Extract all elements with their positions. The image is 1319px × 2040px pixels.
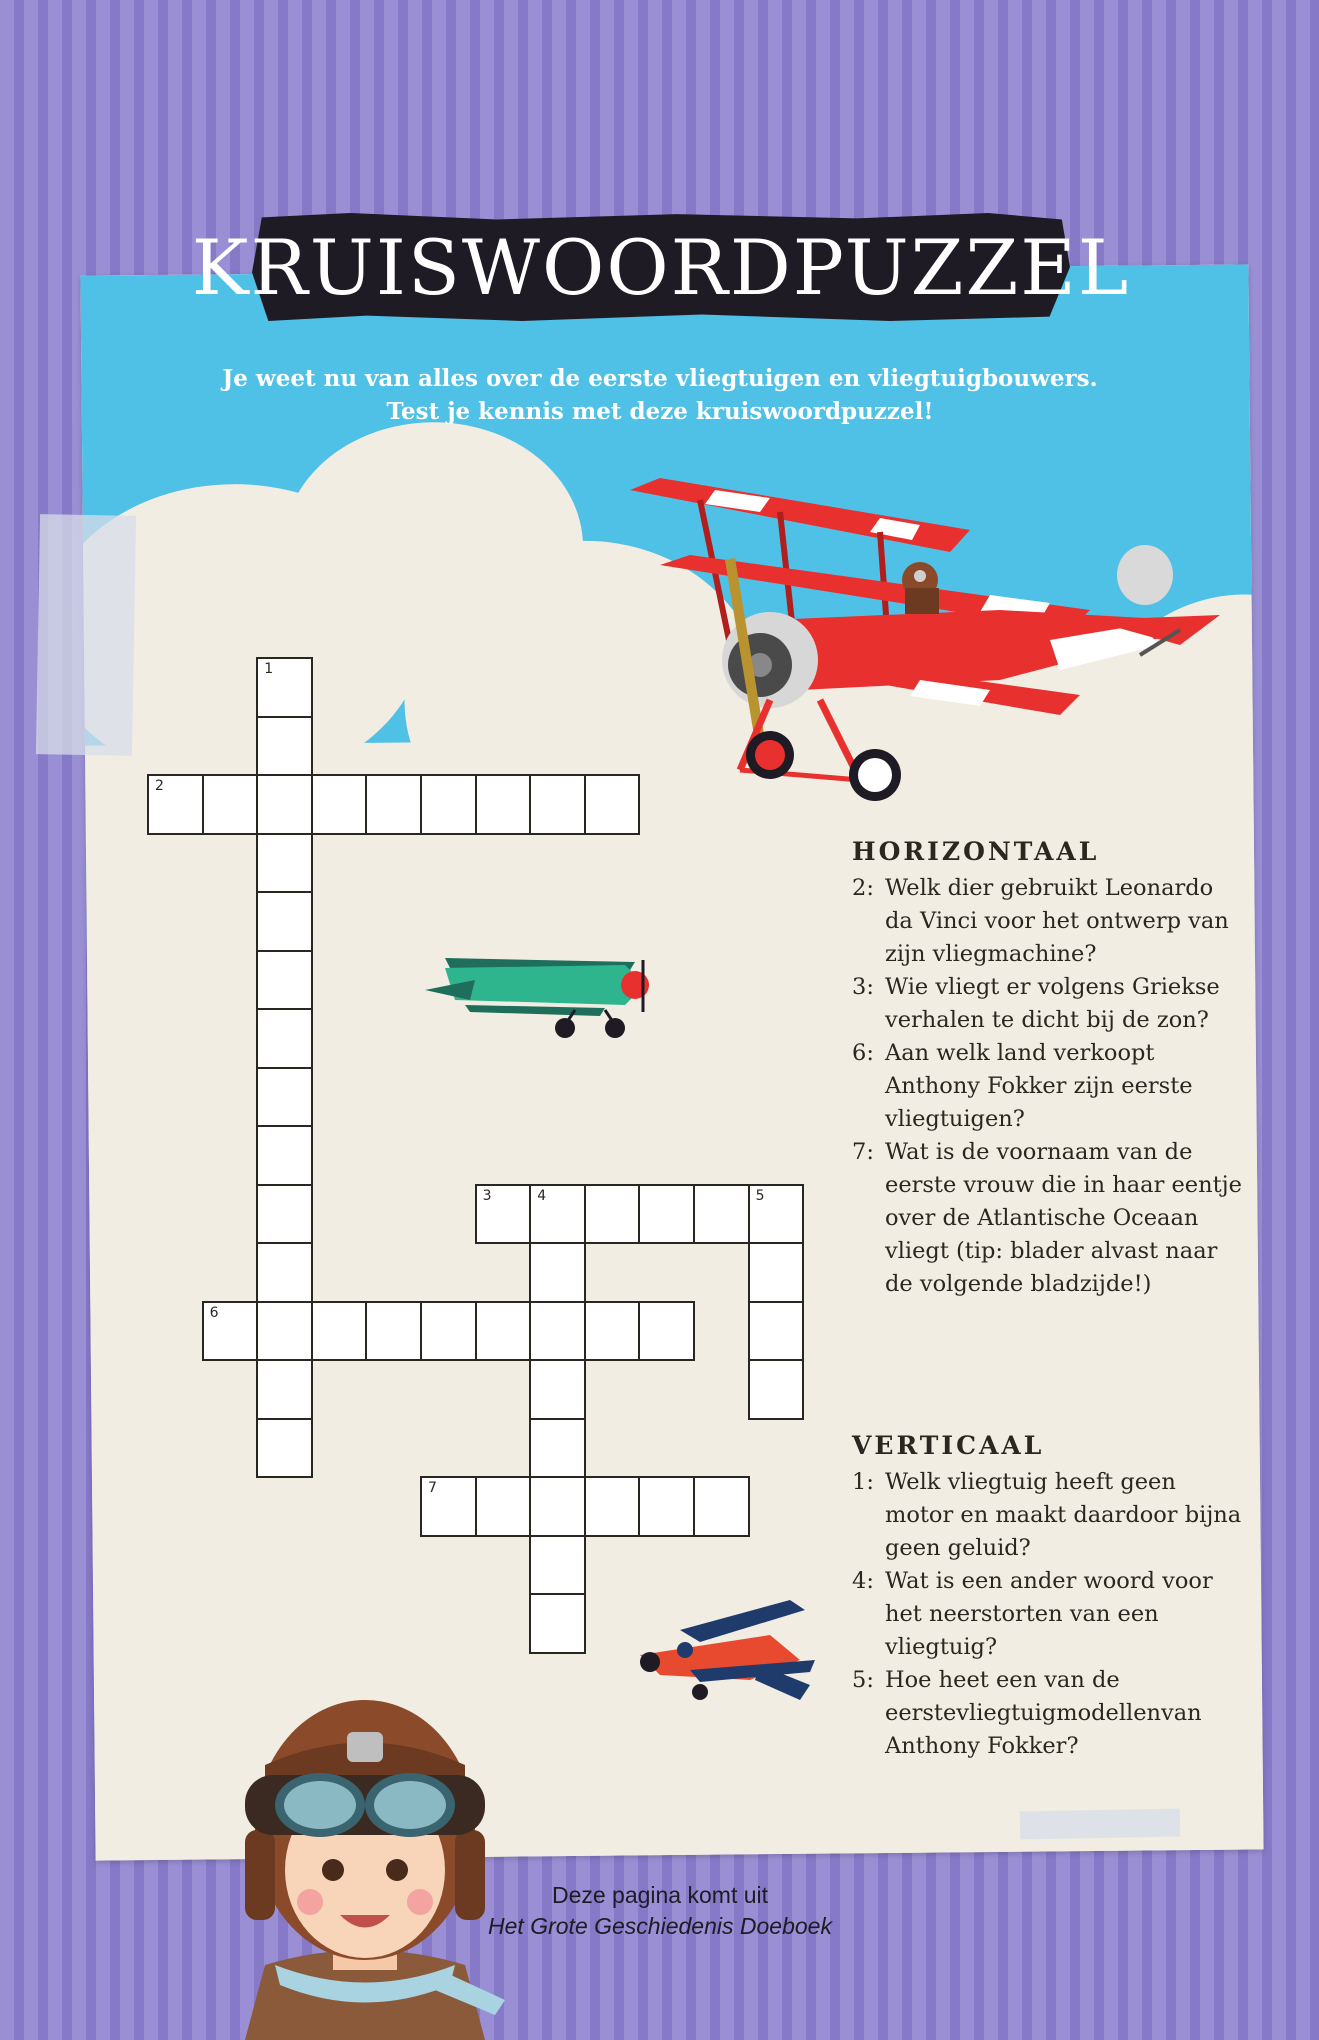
crossword-cell[interactable] xyxy=(256,1242,313,1303)
crossword-cell[interactable] xyxy=(475,1184,532,1245)
horizontal-heading: HORIZONTAAL xyxy=(852,837,1100,866)
crossword-cell[interactable] xyxy=(256,833,313,894)
vertical-heading: VERTICAAL xyxy=(852,1431,1045,1460)
clue-number: 3: xyxy=(852,974,874,1000)
crossword-cell[interactable] xyxy=(256,1008,313,1069)
clue-number: 6: xyxy=(852,1040,874,1066)
crossword-cell[interactable] xyxy=(693,1476,750,1537)
crossword-cell[interactable] xyxy=(256,1067,313,1128)
crossword-cell[interactable] xyxy=(256,891,313,952)
cell-number: 7 xyxy=(428,1480,437,1496)
intro-line-1: Je weet nu van alles over de eerste vliegtuigen en vliegtuigbouwers. xyxy=(222,365,1098,392)
clue-text: Hoe heet een van de eerstevliegtuigmodellenvan Anthony Fokker? xyxy=(885,1667,1202,1759)
crossword-cell[interactable] xyxy=(256,774,313,835)
crossword-cell[interactable] xyxy=(365,774,422,835)
crossword-cell[interactable] xyxy=(529,1184,586,1245)
crossword-cell[interactable] xyxy=(256,950,313,1011)
clue-5 xyxy=(852,1664,1242,1763)
crossword-cell[interactable] xyxy=(420,1476,477,1537)
crossword-cell[interactable] xyxy=(256,1418,313,1479)
clue-number: 7: xyxy=(852,1139,874,1165)
clue-3 xyxy=(852,971,1242,1037)
crossword-cell[interactable] xyxy=(365,1301,422,1362)
crossword-cell[interactable] xyxy=(475,774,532,835)
crossword-cell[interactable] xyxy=(475,1301,532,1362)
clue-4 xyxy=(852,1565,1242,1664)
clue-number: 1: xyxy=(852,1469,874,1495)
tape-strip xyxy=(36,514,136,756)
clue-text: Welk dier gebruikt Leonardo da Vinci voor het ontwerp van zijn vliegmachine? xyxy=(885,875,1229,967)
crossword-cell[interactable] xyxy=(529,1535,586,1596)
crossword-cell[interactable] xyxy=(147,774,204,835)
vertical-clues xyxy=(852,1431,1242,1763)
crossword-cell[interactable] xyxy=(529,1242,586,1303)
clue-7 xyxy=(852,1136,1242,1301)
crossword-cell[interactable] xyxy=(748,1184,805,1245)
tape-strip xyxy=(1020,1809,1180,1840)
footer-line: Deze pagina komt uit xyxy=(551,1882,769,1908)
crossword-cell[interactable] xyxy=(529,1359,586,1420)
green-biplane-illustration xyxy=(425,950,665,1040)
clue-text: Wie vliegt er volgens Griekse verhalen te dicht bij de zon? xyxy=(885,974,1220,1033)
crossword-cell[interactable] xyxy=(475,1476,532,1537)
clue-text: Wat is de voornaam van de eerste vrouw die in haar eentje over de Atlantische Oceaan vliegt (tip: blader alvast naar de volgende bladzijde!) xyxy=(885,1139,1242,1297)
intro-text xyxy=(200,362,1120,428)
crossword-cell[interactable] xyxy=(256,1184,313,1245)
crossword-cell[interactable] xyxy=(693,1184,750,1245)
clue-6 xyxy=(852,1037,1242,1136)
crossword-cell[interactable] xyxy=(202,774,259,835)
crossword-cell[interactable] xyxy=(638,1476,695,1537)
crossword-cell[interactable] xyxy=(748,1242,805,1303)
horizontal-clues xyxy=(852,837,1242,1301)
intro-line-2: Test je kennis met deze kruiswoordpuzzel! xyxy=(386,398,934,425)
crossword-cell[interactable] xyxy=(256,657,313,718)
cell-number: 6 xyxy=(209,1304,219,1321)
clue-text: Wat is een ander woord voor het neerstorten van een vliegtuig? xyxy=(885,1568,1213,1660)
crossword-cell[interactable] xyxy=(256,716,313,777)
clue-text: Welk vliegtuig heeft geen motor en maakt daardoor bijna geen geluid? xyxy=(885,1469,1242,1561)
clue-2 xyxy=(852,872,1242,971)
cell-number: 2 xyxy=(155,778,164,794)
crossword-cell[interactable] xyxy=(584,1301,641,1362)
crossword-cell[interactable] xyxy=(529,1301,586,1362)
cell-number: 5 xyxy=(755,1187,765,1204)
crossword-cell[interactable] xyxy=(311,774,368,835)
cell-number: 3 xyxy=(482,1187,492,1204)
clue-number: 5: xyxy=(852,1667,874,1693)
crossword-cell[interactable] xyxy=(638,1184,695,1245)
footer-book-title: Het Grote Geschiedenis Doeboek xyxy=(488,1913,832,1939)
crossword-cell[interactable] xyxy=(256,1359,313,1420)
crossword-cell[interactable] xyxy=(202,1301,259,1362)
crossword-cell[interactable] xyxy=(420,774,477,835)
clue-text: Aan welk land verkoopt Anthony Fokker zijn eerste vliegtuigen? xyxy=(885,1040,1193,1132)
clue-number: 2: xyxy=(852,875,874,901)
crossword-cell[interactable] xyxy=(311,1301,368,1362)
crossword-cell[interactable] xyxy=(638,1301,695,1362)
crossword-cell[interactable] xyxy=(584,774,641,835)
crossword-cell[interactable] xyxy=(748,1301,805,1362)
crossword-cell[interactable] xyxy=(529,1476,586,1537)
crossword-cell[interactable] xyxy=(529,1593,586,1654)
clue-1 xyxy=(852,1466,1242,1565)
footer-credit xyxy=(400,1880,920,1942)
crossword-cell[interactable] xyxy=(584,1476,641,1537)
crossword-cell[interactable] xyxy=(256,1125,313,1186)
crossword-cell[interactable] xyxy=(529,774,586,835)
clue-number: 4: xyxy=(852,1568,874,1594)
red-triplane-illustration xyxy=(620,470,1230,815)
pilot-boy-illustration xyxy=(215,1680,515,2040)
red-blue-biplane-illustration xyxy=(630,1600,825,1705)
page-title: KRUISWOORDPUZZEL xyxy=(191,222,1131,312)
cell-number: 1 xyxy=(264,661,274,677)
crossword-cell[interactable] xyxy=(748,1359,805,1420)
crossword-cell[interactable] xyxy=(584,1184,641,1245)
cell-number: 4 xyxy=(537,1187,547,1204)
crossword-cell[interactable] xyxy=(529,1418,586,1479)
crossword-cell[interactable] xyxy=(420,1301,477,1362)
crossword-cell[interactable] xyxy=(256,1301,313,1362)
